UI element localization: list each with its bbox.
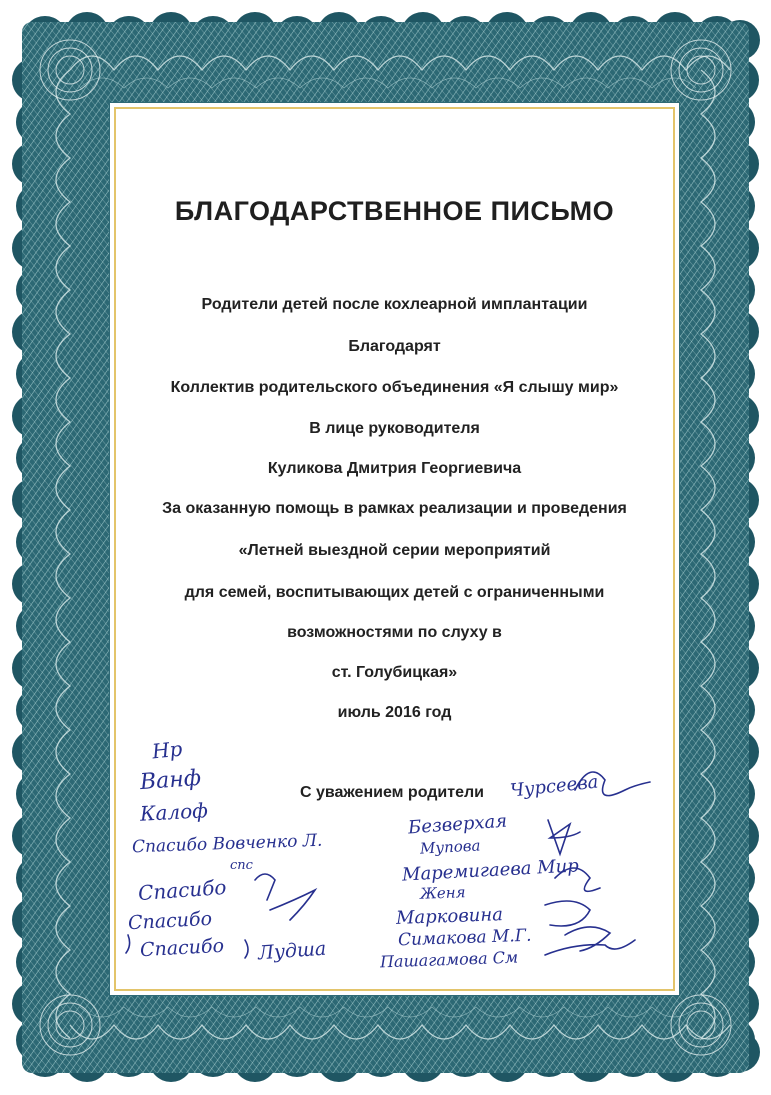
signature: Марковина: [395, 904, 504, 929]
document-title: БЛАГОДАРСТВЕННОЕ ПИСЬМО: [174, 196, 615, 226]
body-line-4: В лице руководителя: [309, 420, 480, 437]
body-line-5: Куликова Дмитрия Георгиевича: [267, 460, 522, 477]
body-line-10: ст. Голубицкая»: [331, 664, 458, 681]
body-line-1: Родители детей после кохлеарной имплантации: [201, 296, 588, 313]
signature: Спасибо Вовченко Л.: [131, 830, 323, 858]
regards-text: С уважением родители: [300, 784, 484, 801]
signature: Нр: [150, 736, 184, 764]
signature: Спасибо: [127, 907, 213, 935]
signature: Спасибо: [137, 874, 228, 906]
signature: Пашагамова См: [379, 947, 519, 972]
signature: Чурсеева: [509, 771, 600, 802]
signature: Симакова М.Г.: [397, 925, 532, 951]
signature: Лудша: [257, 937, 327, 965]
signature: Женя: [419, 883, 466, 903]
body-line-6: За оказанную помощь в рамках реализации и проведения: [162, 500, 627, 517]
body-line-3: Коллектив родительского объединения «Я слышу мир»: [170, 379, 619, 396]
signature: Калоф: [139, 798, 209, 826]
signature: Мупова: [419, 836, 481, 858]
signature: Маремигаева Мир: [401, 855, 580, 886]
body-line-9: возможностями по слуху в: [287, 624, 502, 641]
body-line-2: Благодарят: [348, 338, 441, 355]
body-line-11: июль 2016 год: [337, 704, 452, 721]
signature: спс: [230, 858, 253, 873]
body-line-8: для семей, воспитывающих детей с ограниченными: [184, 584, 605, 601]
signature: Безверхая: [407, 810, 508, 839]
body-line-7: «Летней выездной серии мероприятий: [238, 542, 551, 559]
signature: Ванф: [139, 765, 202, 796]
signature: Спасибо: [139, 934, 225, 962]
